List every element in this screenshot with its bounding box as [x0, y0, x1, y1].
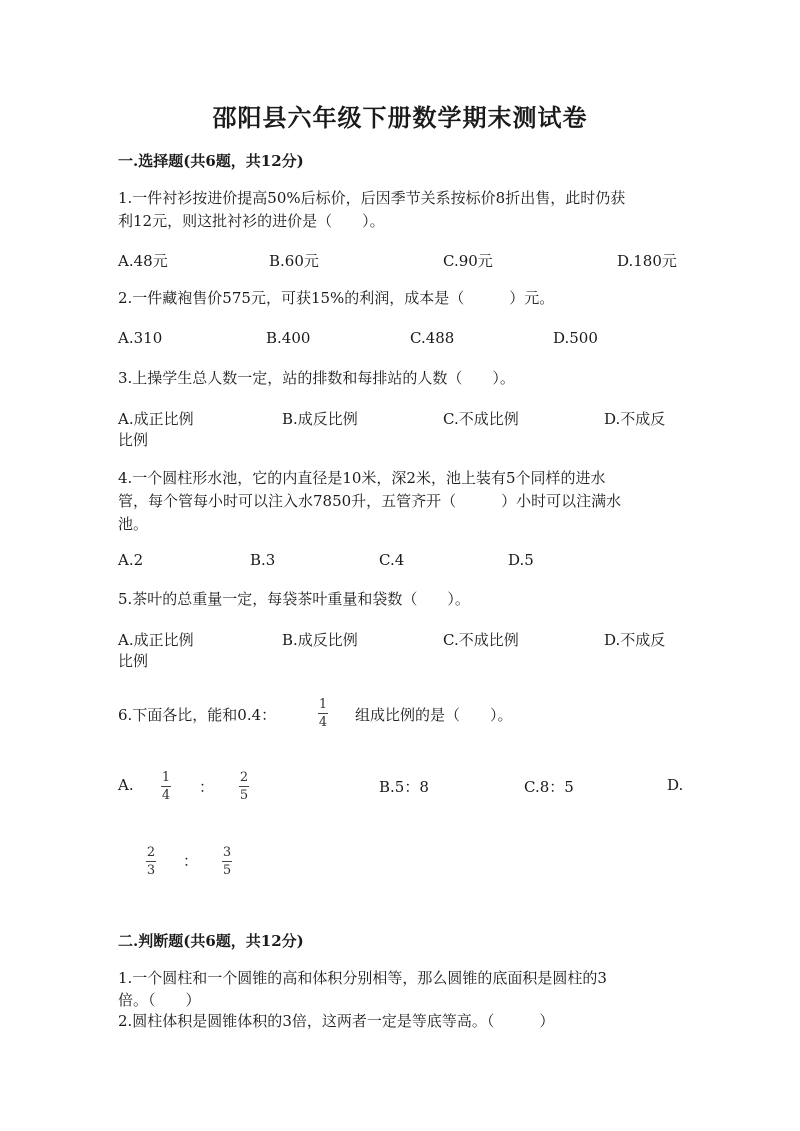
section-heading-choice: 一.选择题(共6题，共12分): [118, 152, 304, 170]
q6-option-a-colon: ：: [199, 778, 215, 796]
q6-option-d-right-fraction: [222, 845, 232, 878]
fraction-denominator: 4: [161, 788, 171, 803]
q2-option-d[interactable]: D.500: [553, 329, 598, 347]
fraction-bar: [318, 713, 328, 714]
fraction-denominator: 3: [146, 863, 156, 878]
fraction-denominator: 5: [222, 863, 232, 878]
fraction-numerator: 3: [222, 845, 232, 860]
section-heading-judgement: 二.判断题(共6题，共12分): [118, 932, 304, 950]
q4-option-d[interactable]: D.5: [508, 551, 534, 569]
q6-option-d-colon: ：: [183, 852, 199, 870]
question-1-line-1: 1.一件衬衫按进价提高50%后标价，后因季节关系按标价8折出售，此时仍获: [118, 189, 626, 207]
q3-option-d[interactable]: D.不成反: [604, 410, 666, 428]
q2-option-b[interactable]: B.400: [266, 329, 311, 347]
question-1-line-2: 利12元，则这批衬衫的进价是（ ）。: [118, 212, 385, 230]
q3-option-b[interactable]: B.成反比例: [282, 410, 358, 428]
q4-option-c[interactable]: C.4: [379, 551, 405, 569]
q6-option-d-label[interactable]: D.: [667, 776, 684, 794]
fraction-denominator: 5: [239, 788, 249, 803]
q6-fraction: [318, 697, 328, 730]
q5-option-a[interactable]: A.成正比例: [118, 631, 194, 649]
question-6-prefix: 6.下面各比，能和0.4：: [118, 706, 277, 724]
fraction-numerator: 2: [146, 845, 156, 860]
fraction-denominator: 4: [318, 715, 328, 730]
q5-option-d[interactable]: D.不成反: [604, 631, 666, 649]
q3-option-d-wrap: 比例: [118, 431, 149, 449]
q3-option-c[interactable]: C.不成比例: [443, 410, 519, 428]
q1-option-d[interactable]: D.180元: [617, 252, 677, 270]
question-2-line-1: 2.一件藏袍售价575元，可获15%的利润，成本是（ ）元。: [118, 289, 555, 307]
fraction-bar: [222, 861, 232, 862]
q6-option-a-label[interactable]: A.: [118, 776, 134, 794]
q2-option-c[interactable]: C.488: [410, 329, 455, 347]
q6-option-b[interactable]: B.5：8: [379, 778, 429, 796]
q1-option-a[interactable]: A.48元: [118, 252, 168, 270]
q5-option-b[interactable]: B.成反比例: [282, 631, 358, 649]
q4-option-b[interactable]: B.3: [250, 551, 276, 569]
page-title: 邵阳县六年级下册数学期末测试卷: [212, 103, 588, 132]
judgement-1-line-1: 1.一个圆柱和一个圆锥的高和体积分别相等，那么圆锥的底面积是圆柱的3: [118, 969, 607, 987]
fraction-numerator: 1: [161, 770, 171, 785]
q6-option-d-left-fraction: [146, 845, 156, 878]
fraction-numerator: 1: [318, 697, 328, 712]
q5-option-c[interactable]: C.不成比例: [443, 631, 519, 649]
q4-option-a[interactable]: A.2: [118, 551, 144, 569]
judgement-1-line-2: 倍。（ ）: [118, 991, 201, 1009]
question-4-line-3: 池。: [118, 515, 149, 533]
q6-option-a-left-fraction: [161, 770, 171, 803]
fraction-numerator: 2: [239, 770, 249, 785]
fraction-bar: [161, 786, 171, 787]
q5-option-d-wrap: 比例: [118, 652, 149, 670]
question-3-line-1: 3.上操学生总人数一定，站的排数和每排站的人数（ ）。: [118, 369, 515, 387]
question-4-line-1: 4.一个圆柱形水池，它的内直径是10米，深2米，池上装有5个同样的进水: [118, 469, 606, 487]
q6-option-a-right-fraction: [239, 770, 249, 803]
q6-option-c[interactable]: C.8：5: [524, 778, 574, 796]
q2-option-a[interactable]: A.310: [118, 329, 163, 347]
q1-option-b[interactable]: B.60元: [269, 252, 319, 270]
fraction-bar: [239, 786, 249, 787]
judgement-2-line-1: 2.圆柱体积是圆锥体积的3倍，这两者一定是等底等高。（ ）: [118, 1012, 555, 1030]
question-4-line-2: 管，每个管每小时可以注入水7850升，五管齐开（ ）小时可以注满水: [118, 492, 622, 510]
fraction-bar: [146, 861, 156, 862]
q3-option-a[interactable]: A.成正比例: [118, 410, 194, 428]
question-5-line-1: 5.茶叶的总重量一定，每袋茶叶重量和袋数（ ）。: [118, 590, 470, 608]
question-6-suffix: 组成比例的是（ ）。: [355, 706, 513, 724]
q1-option-c[interactable]: C.90元: [443, 252, 493, 270]
